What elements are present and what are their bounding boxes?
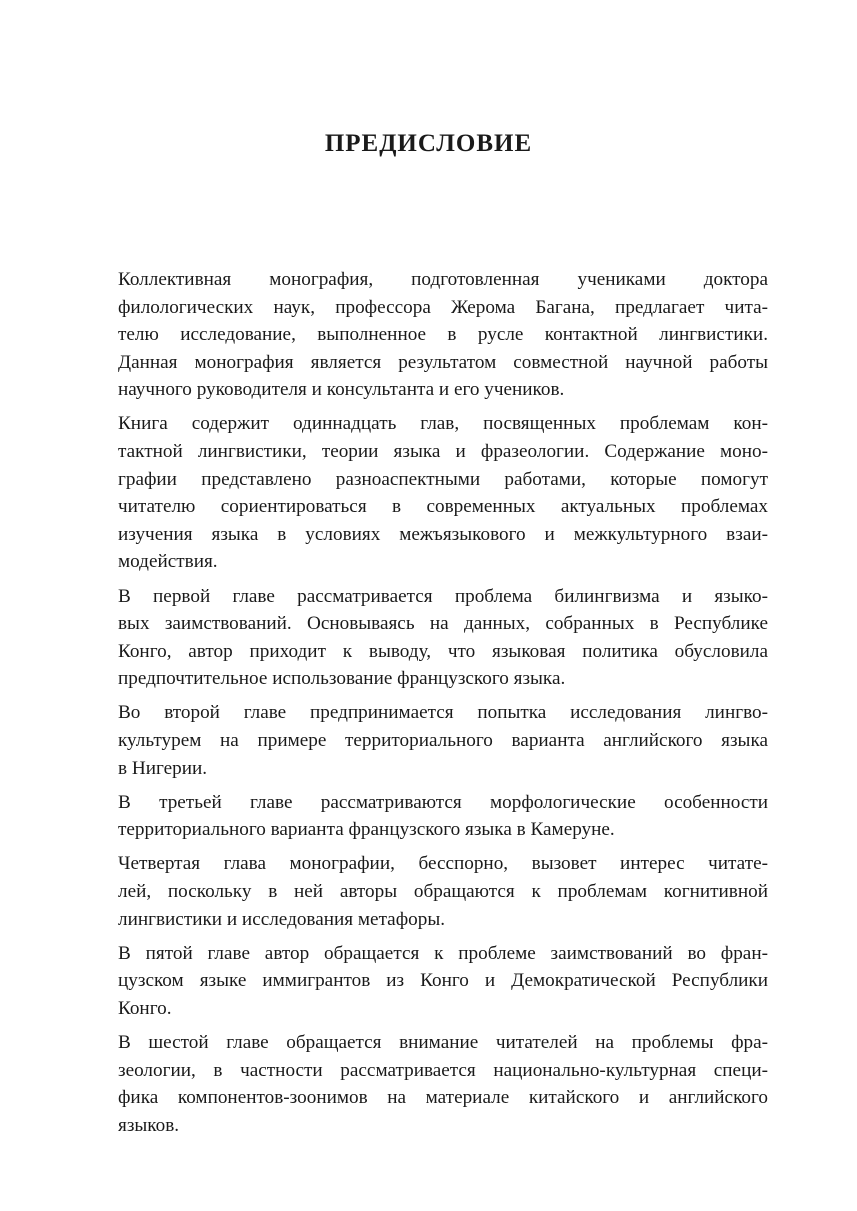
text-line: научного руководителя и консультанта и его учеников. <box>118 379 565 401</box>
body-text <box>88 266 768 1146</box>
text-line: фика компонентов-зоонимов на материале китайского и английского <box>118 1087 768 1109</box>
paragraph <box>88 1029 768 1139</box>
text-line: цузском языке иммигрантов из Конго и Демократической Республики <box>118 970 768 992</box>
text-line: В первой главе рассматривается проблема билингвизма и языко- <box>118 585 768 607</box>
text-line: лей, поскольку в ней авторы обращаются к проблемам когнитивной <box>118 880 768 902</box>
text-line: В третьей главе рассматриваются морфологические особенности <box>118 791 768 813</box>
text-line: Данная монография является результатом совместной научной работы <box>118 351 768 373</box>
text-line: Во второй главе предпринимается попытка исследования лингво- <box>118 702 768 724</box>
text-line: Коллективная монография, подготовленная учениками доктора <box>118 269 768 290</box>
text-line: телю исследование, выполненное в русле контактной лингвистики. <box>118 324 768 346</box>
paragraph <box>88 410 768 576</box>
text-line: графии представлено разноаспектными работами, которые помогут <box>118 468 768 490</box>
text-line: Четвертая глава монографии, бесспорно, вызовет интерес читате- <box>118 853 768 875</box>
text-line: В пятой главе автор обращается к проблеме заимствований во фран- <box>118 942 768 964</box>
text-line: вых заимствований. Основываясь на данных, собранных в Республике <box>118 613 768 635</box>
paragraph <box>88 789 768 844</box>
paragraph <box>88 583 768 693</box>
paragraph <box>88 940 768 1023</box>
text-line: лингвистики и исследования метафоры. <box>118 908 446 930</box>
text-line: в Нигерии. <box>118 757 208 779</box>
text-line: филологических наук, профессора Жерома Багана, предлагает чита- <box>118 296 768 318</box>
text-line: Книга содержит одиннадцать глав, посвященных проблемам кон- <box>118 413 768 435</box>
text-line: предпочтительное использование французского языка. <box>118 668 566 690</box>
text-line: изучения языка в условиях межъязыкового и межкультурного взаи- <box>118 523 768 545</box>
paragraph <box>88 850 768 933</box>
text-line: языков. <box>118 1114 180 1136</box>
text-line: модействия. <box>118 551 218 573</box>
text-line: территориального варианта французского языка в Камеруне. <box>118 819 615 841</box>
text-line: В шестой главе обращается внимание читателей на проблемы фра- <box>118 1031 768 1053</box>
paragraph <box>88 266 768 404</box>
text-line: культурем на примере территориального варианта английского языка <box>118 730 768 751</box>
page-title: ПРЕДИСЛОВИЕ <box>324 130 533 157</box>
text-line: зеологии, в частности рассматривается национально-культурная специ- <box>118 1059 768 1081</box>
text-line: тактной лингвистики, теории языка и фразеологии. Содержание моно- <box>118 441 768 463</box>
text-line: читателю сориентироваться в современных актуальных проблемах <box>118 496 768 518</box>
text-line: Конго, автор приходит к выводу, что языковая политика обусловила <box>118 640 768 662</box>
paragraph <box>88 699 768 782</box>
text-line: Конго. <box>118 997 172 1019</box>
